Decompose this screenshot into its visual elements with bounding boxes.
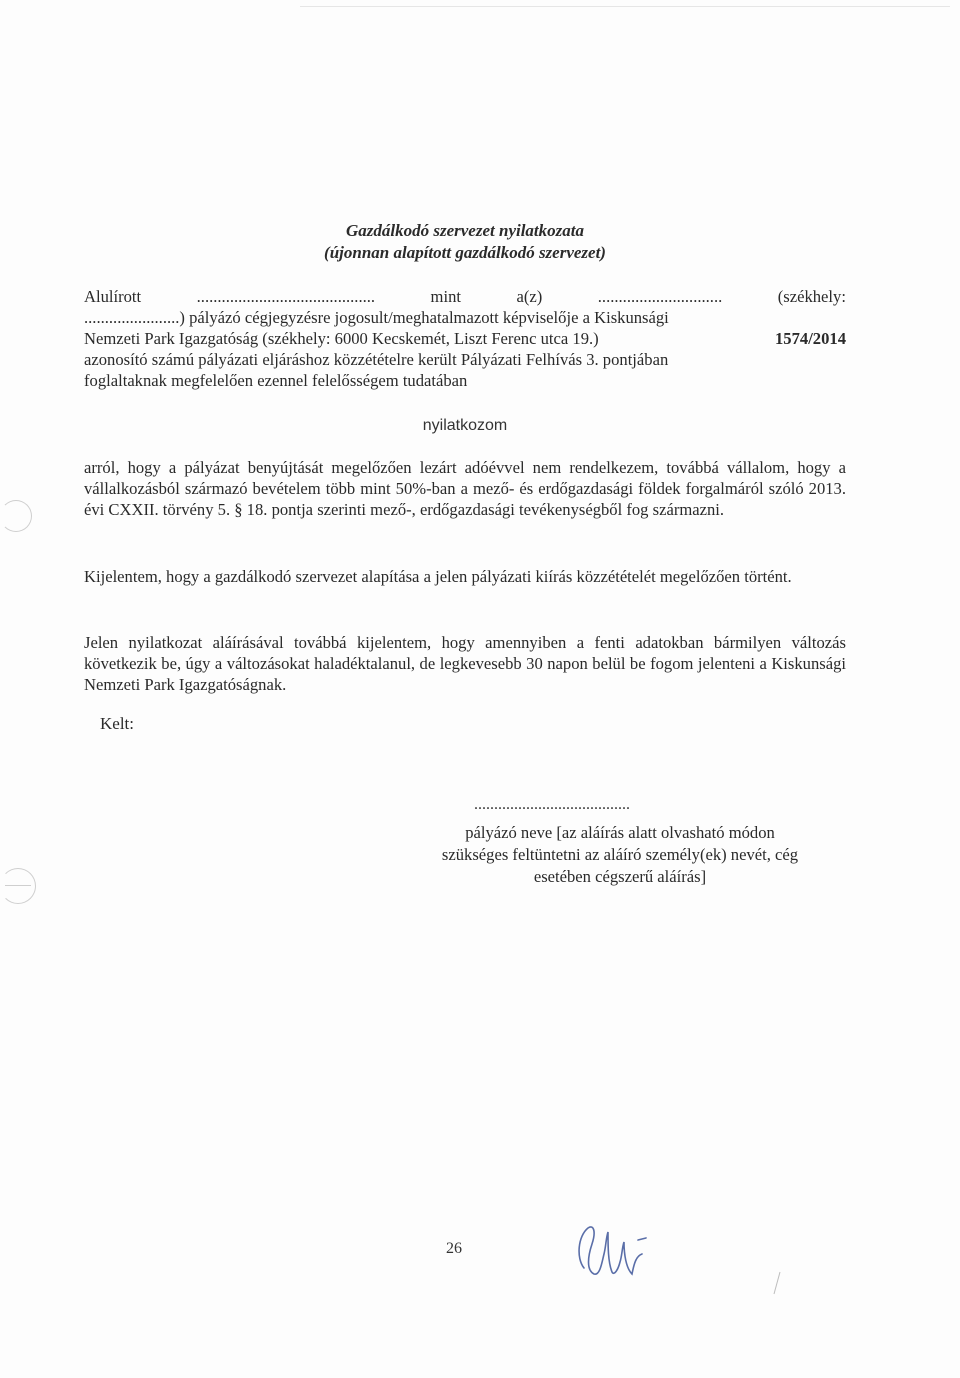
intro-text: (székhely: [777,287,846,306]
punch-hole-mark [0,868,36,904]
intro-text: mint [430,287,461,306]
intro-text: .......................) pályázó cégjegyzésre jogosult/meghatalmazott képviselője a Kiskunsági [84,308,669,327]
declaration-paragraph-1: arról, hogy a pályázat benyújtását megelőzően lezárt adóévvel nem rendelkezem, továbbá vállalom, hogy a vállalkozásból származó bevételem több mint 50%-ban a mező- és erdőgazdasági földek forgalmáról szóló 2013. évi CXXII. törvény 5. § 18. pontja szerinti mező-, erdőgazdasági tevékenységből fog származni. [84,458,846,519]
stray-pen-mark-icon [770,1270,784,1296]
intro-text: Alulírott [84,287,142,306]
intro-text: azonosító számú pályázati eljáráshoz közzétételre került Pályázati Felhívás 3. pontjában [84,350,669,369]
document-title [0,220,930,264]
fill-in-blank: .............................. [597,287,723,306]
scan-edge-line [300,6,950,7]
title-line-1: Gazdálkodó szervezet nyilatkozata [346,221,584,240]
intro-line [84,328,846,349]
intro-line [84,307,846,328]
signature-caption-line: szükséges feltüntetni az aláíró személy(ek) nevét, cég [441,845,799,864]
reference-number: 1574/2014 [775,329,846,348]
intro-text: Nemzeti Park Igazgatóság (székhely: 6000 Kecskemét, Liszt Ferenc utca 19.) [84,329,599,348]
intro-paragraph [84,286,846,391]
fill-in-blank: ........................................... [196,287,376,306]
page-number: 26 [446,1240,462,1257]
handwritten-initials-icon [570,1218,660,1288]
declaration-heading: nyilatkozom [422,417,508,434]
signature-caption-line: esetében cégszerű aláírás] [533,867,707,886]
declaration-paragraph-2: Kijelentem, hogy a gazdálkodó szervezet alapítása a jelen pályázati kiírás közzétételét megelőzően történt. [84,567,792,586]
intro-line [84,286,846,307]
intro-line [84,349,846,370]
signature-line: ....................................... [474,796,630,813]
signature-caption [400,822,840,888]
intro-text: a(z) [516,287,543,306]
signature-caption-line: pályázó neve [az aláírás alatt olvasható módon [465,823,775,842]
intro-text: foglaltaknak megfelelően ezennel felelősségem tudatában [84,371,468,390]
punch-hole-mark [0,500,32,532]
declaration-paragraph-3: Jelen nyilatkozat aláírásával továbbá kijelentem, hogy amennyiben a fenti adatokban bármilyen változás következik be, úgy a változásokat haladéktalanul, de legkevesebb 30 napon belül be fogom jelenteni a Kiskunsági Nemzeti Park Igazgatóságnak. [84,633,846,694]
title-line-2: (újonnan alapított gazdálkodó szervezet) [324,243,606,262]
date-label: Kelt: [100,714,134,733]
intro-line [84,370,846,391]
